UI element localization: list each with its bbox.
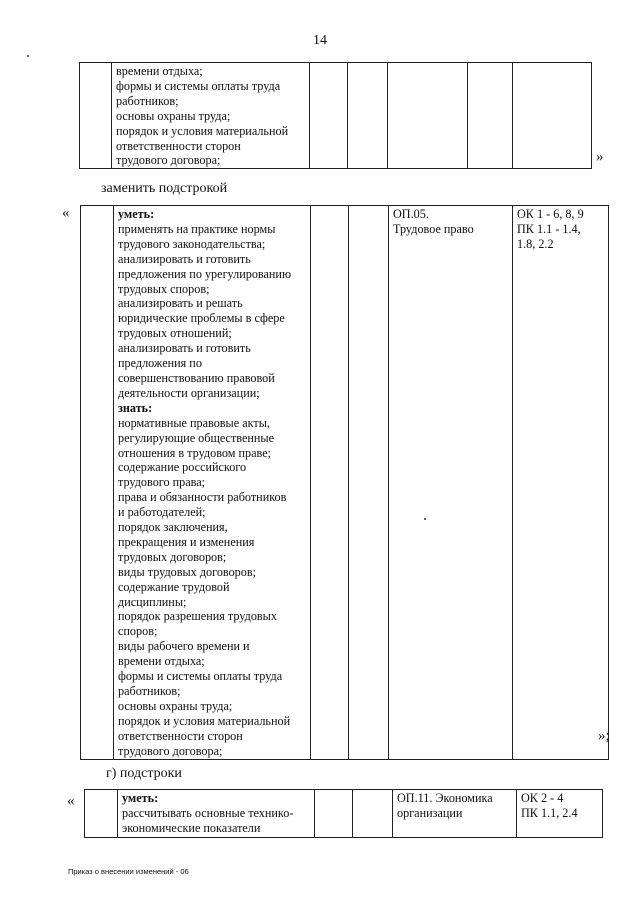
cell-line: трудового законодательства;: [118, 236, 266, 251]
table-cell: [349, 206, 389, 760]
close-quote: »;: [598, 728, 610, 744]
skills-cell: [114, 206, 311, 760]
cell-line: предложения по урегулированию: [118, 266, 292, 281]
table-continuation: [79, 62, 592, 169]
cell-line: нормативные правовые акты,: [118, 415, 270, 430]
cell-line: порядок заключения,: [118, 520, 228, 535]
cell-line: трудовых договоров;: [118, 549, 227, 564]
cell-line: юридические проблемы в сфере: [118, 311, 285, 326]
cell-line: споров;: [118, 624, 158, 639]
table-cell: [388, 63, 468, 169]
cell-line: применять на практике нормы: [118, 221, 276, 236]
cell-line: знать:: [118, 400, 153, 415]
skills-cell: [118, 790, 315, 838]
competency-line: ПК 1.1 - 1.4,: [517, 221, 581, 236]
table-cell: [468, 63, 513, 169]
table-cell: [311, 206, 349, 760]
cell-line: предложения по: [118, 356, 202, 371]
skills-cell: [112, 63, 310, 169]
cell-line: анализировать и решать: [118, 296, 243, 311]
cell-line: содержание трудовой: [118, 579, 230, 594]
table-cell: [310, 63, 348, 169]
discipline-cell: [393, 790, 517, 838]
competency-line: ОК 2 - 4: [521, 791, 564, 805]
table-cell: [80, 63, 112, 169]
cell-line: основы охраны труда;: [118, 698, 233, 713]
cell-line: рассчитывать основные технико-: [122, 805, 294, 820]
table-cell: [348, 63, 388, 169]
replace-heading: заменить подстрокой: [101, 181, 228, 196]
cell-line: содержание российского: [118, 460, 247, 475]
competency-line: 1.8, 2.2: [517, 236, 554, 251]
footer-note: Приказ о внесении изменений - 06: [68, 867, 189, 876]
scan-speck: [27, 55, 29, 57]
table-replacement: [80, 205, 609, 760]
table-rows-g: [84, 789, 603, 838]
cell-line: деятельности организации;: [118, 385, 260, 400]
cell-line: основы охраны труда;: [116, 108, 231, 123]
cell-line: ответственности сторон: [116, 138, 241, 153]
cell-line: совершенствованию правовой: [118, 370, 275, 385]
close-quote: »: [596, 149, 604, 165]
discipline-name: Трудовое право: [393, 221, 474, 236]
cell-line: уметь:: [122, 791, 159, 805]
scan-speck: [424, 518, 426, 520]
competencies-cell: [517, 790, 603, 838]
competencies-cell: [513, 206, 609, 760]
table-cell: [353, 790, 393, 838]
competency-line: ОК 1 - 6, 8, 9: [517, 207, 584, 221]
cell-line: анализировать и готовить: [118, 341, 251, 356]
table-cell: [85, 790, 118, 838]
cell-line: трудовых споров;: [118, 281, 210, 296]
cell-line: дисциплины;: [118, 594, 187, 609]
cell-line: порядок и условия материальной: [118, 713, 291, 728]
table-row: [85, 790, 603, 838]
cell-line: права и обязанности работников: [118, 490, 287, 505]
table-row: [80, 63, 592, 169]
cell-line: виды трудовых договоров;: [118, 564, 257, 579]
cell-line: работников;: [116, 93, 179, 108]
cell-line: работников;: [118, 684, 181, 698]
cell-line: формы и системы оплаты труда: [118, 669, 283, 684]
cell-line: регулирующие общественные: [118, 430, 275, 445]
table-row: [81, 206, 609, 760]
cell-line: отношения в трудовом праве;: [118, 445, 271, 460]
cell-line: ответственности сторон: [118, 728, 243, 743]
cell-line: трудового договора;: [116, 153, 221, 168]
cell-line: прекращения и изменения: [118, 534, 255, 549]
discipline-line: ОП.11. Экономика: [397, 791, 493, 805]
cell-line: виды рабочего времени и: [118, 639, 250, 654]
cell-line: и работодателей;: [118, 505, 206, 520]
discipline-cell: [389, 206, 513, 760]
discipline-line: организации: [397, 805, 463, 820]
competency-line: ПК 1.1, 2.4: [521, 805, 578, 820]
table-cell: [513, 63, 592, 169]
table-cell: [315, 790, 353, 838]
open-quote: «: [67, 793, 75, 809]
discipline-code: ОП.05.: [393, 207, 429, 221]
cell-line: уметь:: [118, 207, 155, 221]
subheading-g: г) подстроки: [106, 766, 182, 781]
cell-line: формы и системы оплаты труда: [116, 78, 281, 93]
cell-line: порядок и условия материальной: [116, 123, 289, 138]
open-quote: «: [62, 205, 70, 221]
cell-line: экономические показатели: [122, 820, 261, 835]
cell-line: трудового права;: [118, 475, 206, 490]
cell-line: трудового договора;: [118, 743, 223, 758]
cell-line: времени отдыха;: [116, 64, 203, 78]
page-number: 14: [313, 33, 327, 48]
cell-line: порядок разрешения трудовых: [118, 609, 277, 624]
table-cell: [81, 206, 114, 760]
cell-line: анализировать и готовить: [118, 251, 251, 266]
cell-line: трудовых отношений;: [118, 326, 232, 341]
cell-line: времени отдыха;: [118, 654, 205, 669]
